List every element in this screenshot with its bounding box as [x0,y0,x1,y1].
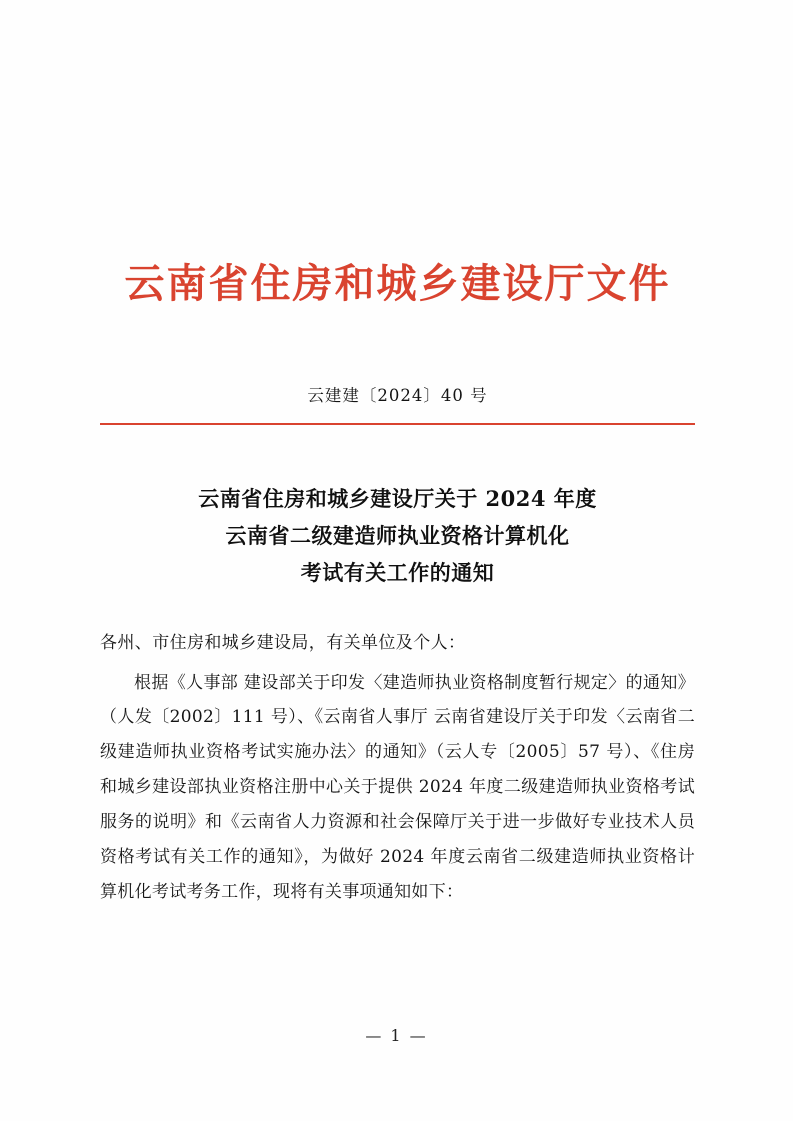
document-number: 云建建〔2024〕40 号 [307,386,488,405]
document-title [100,481,695,591]
document-salutation: 各州、市住房和城乡建设局，有关单位及个人： [100,633,466,654]
paragraph-text: 根据《人事部 建设部关于印发〈建造师执业资格制度暂行规定〉的通知》（人发〔2002〕111 号）、《云南省人事厅 云南省建设厅关于印发〈云南省二级建造师执业资格考试实施办法〉的通知》（云人专〔2005〕57 号）、《住房和城乡建设部执业资格注册中心关于提供 2024 年度二级建造师执业资格考试服务的说明》和《云南省人力资源和社会保障厅关于进一步做好专业技术人员资格考试有关工作的通知》，为做好 2024 年度云南省二级建造师执业资格计算机化考试考务工作，现将有关事项通知如下： [100,672,695,902]
red-separator-rule [100,423,695,425]
title-line-2: 云南省二级建造师执业资格计算机化 [225,522,570,548]
document-masthead: 云南省住房和城乡建设厅文件 [124,260,671,307]
page-number: — 1 — [365,1026,428,1045]
title-line-3: 考试有关工作的通知 [300,559,495,585]
document-body [100,0,695,909]
title-line-1: 云南省住房和城乡建设厅关于 2024 年度 [198,486,597,511]
document-paragraph-1 [100,666,695,910]
